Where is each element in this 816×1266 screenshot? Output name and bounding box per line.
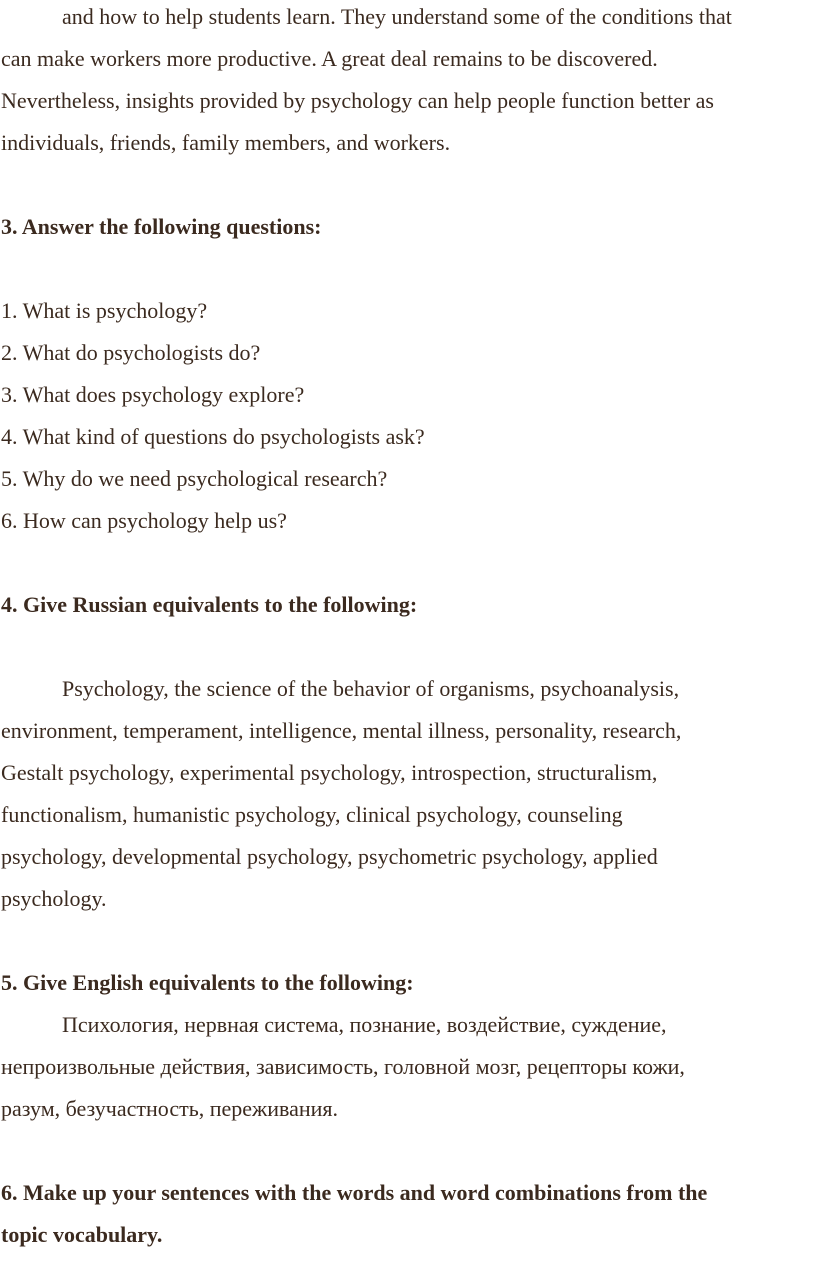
task5-line: разум, безучастность, переживания.	[1, 1096, 339, 1121]
task6-heading: 6. Make up your sentences with the words and word combinations from the	[1, 1180, 708, 1205]
task4-line: functionalism, humanistic psychology, clinical psychology, counseling	[1, 802, 623, 827]
intro-line: Nevertheless, insights provided by psychology can help people function better as	[1, 88, 714, 113]
task4-line: psychology, developmental psychology, psychometric psychology, applied	[1, 844, 658, 869]
question-item: 2. What do psychologists do?	[1, 340, 261, 365]
task5-heading: 5. Give English equivalents to the following:	[1, 970, 414, 995]
task4-line: Psychology, the science of the behavior of organisms, psychoanalysis,	[62, 676, 680, 701]
intro-line: can make workers more productive. A great deal remains to be discovered.	[1, 46, 658, 71]
task4-line: Gestalt psychology, experimental psychology, introspection, structuralism,	[1, 760, 658, 785]
question-item: 5. Why do we need psychological research?	[1, 466, 388, 491]
task5-line: непроизвольные действия, зависимость, головной мозг, рецепторы кожи,	[1, 1054, 685, 1079]
question-item: 1. What is psychology?	[1, 298, 208, 323]
task4-heading: 4. Give Russian equivalents to the following:	[1, 592, 418, 617]
question-item: 4. What kind of questions do psychologists ask?	[1, 424, 425, 449]
intro-line: and how to help students learn. They understand some of the conditions that	[62, 4, 732, 29]
task3-heading: 3. Answer the following questions:	[1, 214, 322, 239]
task6-heading: topic vocabulary.	[1, 1222, 163, 1247]
task4-line: environment, temperament, intelligence, mental illness, personality, research,	[1, 718, 682, 743]
question-item: 3. What does psychology explore?	[1, 382, 305, 407]
question-item: 6. How can psychology help us?	[1, 508, 287, 533]
task4-line: psychology.	[1, 886, 107, 911]
task5-line: Психология, нервная система, познание, воздействие, суждение,	[62, 1012, 667, 1037]
intro-line: individuals, friends, family members, and workers.	[1, 130, 451, 155]
